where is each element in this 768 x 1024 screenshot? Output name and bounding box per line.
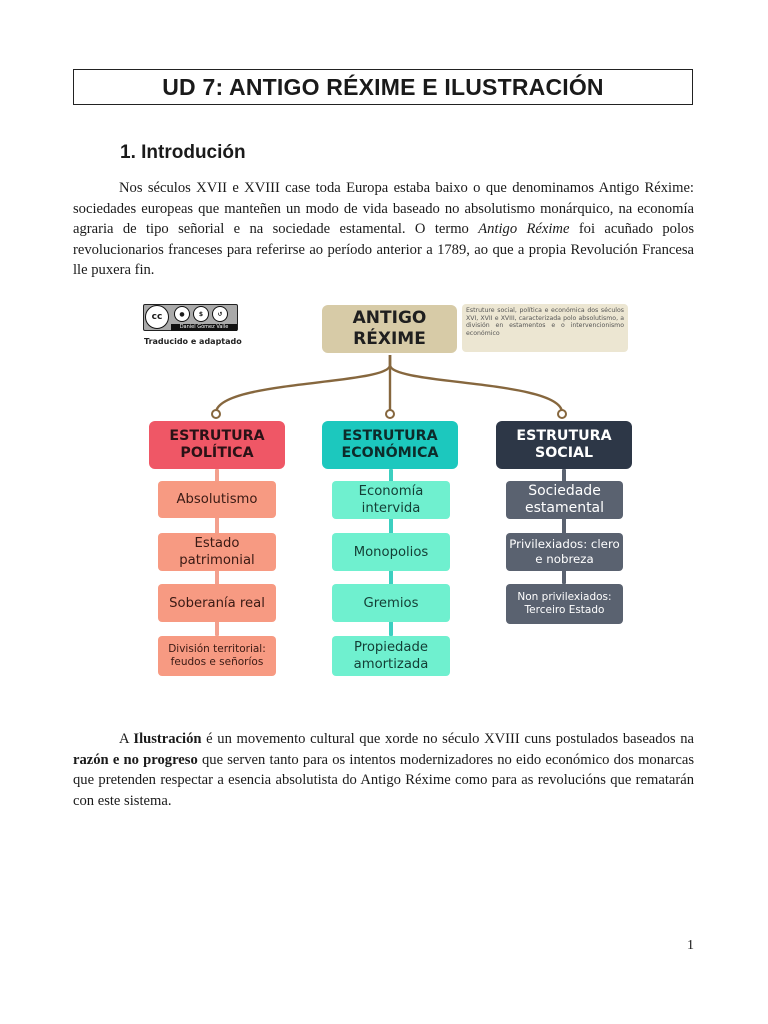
enlightenment-paragraph xyxy=(73,729,694,811)
political-item-patrimonial-state: Estado patrimonial xyxy=(158,533,276,571)
cc-icon: cc xyxy=(145,305,169,329)
social-item-estate-society: Sociedade estamental xyxy=(506,481,623,519)
intro-paragraph xyxy=(73,178,694,281)
social-item-privileged: Privilexiados: clero e nobreza xyxy=(506,533,623,571)
ilustracion-text-3: que serven tanto para os intentos modernizadores no eido económico dos monarcas que pretenden respectar a esencia absolutista do Antigo Réxime como para as revolucións que rematarán con este sistema. xyxy=(73,751,694,809)
political-item-territorial-division: División territorial: feudos e señoríos xyxy=(158,636,276,676)
section-heading: 1. Introdución xyxy=(120,142,246,163)
intro-text-2: foi acuñado polos revolucionarios franceses para referirse ao período anterior a 1789, ao que a propia Revolución Francesa lle puxera fin. xyxy=(73,221,694,278)
license-author: Daniel Gómez Valle xyxy=(171,324,237,331)
ilustracion-term: Ilustración xyxy=(133,731,202,747)
economic-item-mortmain-property: Propiedade amortizada xyxy=(332,636,450,676)
economic-item-intervened-economy: Economía intervida xyxy=(332,481,450,519)
diagram-note: Estruture social, política e económica dos séculos XVI, XVII e XVIII, caracterizada polo absolutismo, a división en estamentos e o intervencionismo económico xyxy=(462,304,628,352)
diagram-root xyxy=(322,305,457,353)
nc-icon: $ xyxy=(193,306,209,322)
license-caption: Traducido e adaptado xyxy=(144,337,242,346)
political-item-royal-sovereignty: Soberanía real xyxy=(158,584,276,622)
ilustracion-term-2: razón e no progreso xyxy=(73,751,198,768)
title-box xyxy=(73,69,693,105)
economic-item-guilds: Gremios xyxy=(332,584,450,622)
page-number: 1 xyxy=(687,938,694,953)
diagram-root-label: ANTIGO RÉXIME xyxy=(352,308,427,349)
category-economic-label: ESTRUTURA ECONÓMICA xyxy=(341,428,439,461)
political-item-absolutism: Absolutismo xyxy=(158,481,276,518)
intro-term: Antigo Réxime xyxy=(478,221,570,237)
ilustracion-text-1: A xyxy=(119,731,134,747)
by-icon: ● xyxy=(174,306,190,322)
category-economic xyxy=(322,421,458,469)
ilustracion-text-2: é un movemento cultural que xorde no século XVIII cuns postulados baseados na xyxy=(201,731,694,747)
intro-text-1: Nos séculos XVII e XVIII case toda Europa estaba baixo o que denominamos Antigo Réxime: sociedades europeas que manteñen un modo de vida baseado no absolutismo monárquico, na economía agraria de tipo señorial e na sociedade estamental. O termo xyxy=(73,180,694,237)
category-political-label: ESTRUTURA POLÍTICA xyxy=(169,428,265,461)
sa-icon: ↺ xyxy=(212,306,228,322)
page-title: UD 7: ANTIGO RÉXIME E ILUSTRACIÓN xyxy=(162,73,604,100)
category-political xyxy=(149,421,285,469)
category-social xyxy=(496,421,632,469)
economic-item-monopolies: Monopolios xyxy=(332,533,450,571)
cc-license-badge xyxy=(143,304,240,348)
category-social-label: ESTRUTURA SOCIAL xyxy=(516,428,612,461)
social-item-unprivileged: Non privilexiados: Terceiro Estado xyxy=(506,584,623,624)
